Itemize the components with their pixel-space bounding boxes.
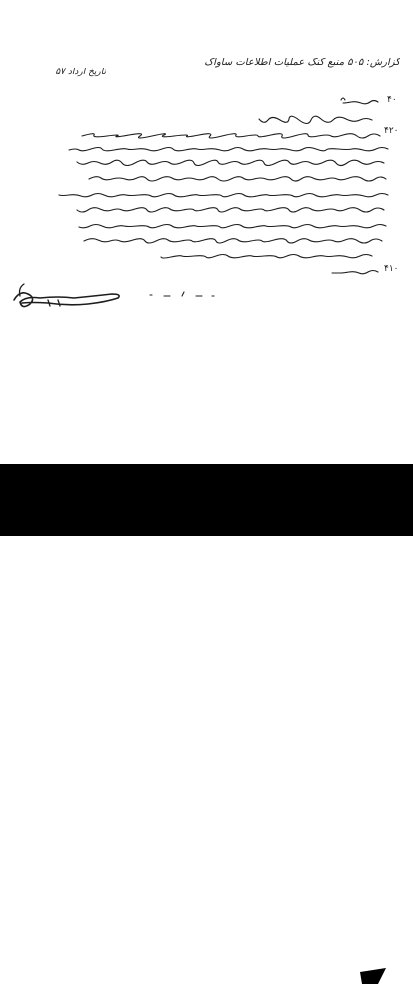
- paragraph-mark: ۴۲۰: [384, 127, 399, 136]
- archive-url: historydocuments.ir: [131, 969, 319, 988]
- watermark-footer: [0, 464, 413, 988]
- archive-name: مرکز بررسی اسناد تاریخی: [120, 945, 330, 964]
- paragraph-mark: ۴۱۰: [384, 265, 399, 274]
- document-logo-icon: [338, 938, 402, 996]
- handwritten-text-body: [0, 0, 413, 464]
- document-header: گزارش: ۵۰۵ منبع کنگ عملیات اطلاعات ساواک: [204, 58, 400, 68]
- document-page: [0, 0, 413, 464]
- document-date: تاریخ ارداد ۵۷: [55, 68, 106, 77]
- paragraph-mark: ۴۰: [387, 96, 397, 105]
